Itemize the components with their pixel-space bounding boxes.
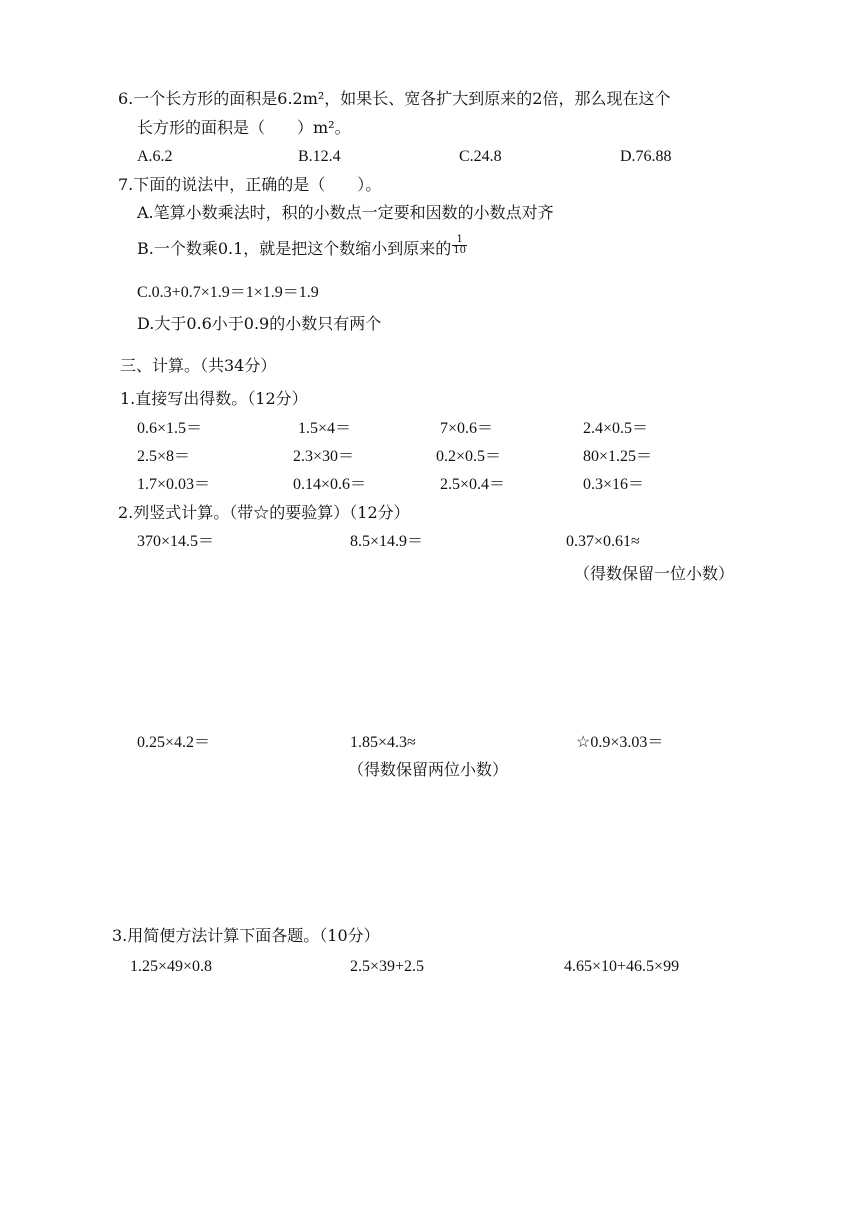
part3-title: 3.用简便方法计算下面各题。（10分） [112, 926, 380, 945]
oral-calc-item: 7×0.6＝ [440, 420, 494, 437]
q7-option-c: C.0.3+0.7×1.9＝1×1.9＝1.9 [137, 284, 319, 301]
section3-title: 三、计算。（共34分） [120, 356, 277, 375]
vertical-calc-item: 8.5×14.9＝ [350, 533, 424, 550]
oral-calc-item: 0.14×0.6＝ [293, 476, 367, 493]
oral-calc-item: 1.7×0.03＝ [137, 476, 211, 493]
q6-stem-line1: 6.一个长方形的面积是6.2m²，如果长、宽各扩大到原来的2倍，那么现在这个 [118, 89, 671, 108]
rounding-note-one-decimal: （得数保留一位小数） [574, 564, 735, 583]
q7-option-b [137, 234, 467, 260]
vertical-calc-item: 0.37×0.61≈ [566, 533, 640, 550]
oral-calc-item: 2.5×0.4＝ [440, 476, 506, 493]
oral-calc-item: 2.3×30＝ [293, 448, 355, 465]
oral-calc-item: 0.3×16＝ [583, 476, 645, 493]
oral-calc-item: 80×1.25＝ [583, 448, 653, 465]
fraction-one-tenth: $\frac{1}{10}$ [453, 234, 467, 256]
part1-title: 1.直接写出得数。（12分） [120, 389, 308, 408]
q6-option-a: A.6.2 [137, 148, 173, 165]
q6-option-d: D.76.88 [620, 148, 672, 165]
oral-calc-item: 0.2×0.5＝ [436, 448, 502, 465]
vertical-calc-item: 370×14.5＝ [137, 533, 215, 550]
simplify-calc-item: 2.5×39+2.5 [350, 958, 425, 975]
simplify-calc-item: 1.25×49×0.8 [130, 958, 213, 975]
q7-stem: 7.下面的说法中，正确的是（ ）。 [118, 175, 382, 194]
oral-calc-item: 2.5×8＝ [137, 448, 191, 465]
q7-option-b-text: B.一个数乘0.1，就是把这个数缩小到原来的 [137, 239, 452, 258]
q6-option-b: B.12.4 [298, 148, 341, 165]
oral-calc-item: 0.6×1.5＝ [137, 420, 203, 437]
oral-calc-item: 1.5×4＝ [298, 420, 352, 437]
vertical-calc-item: 1.85×4.3≈ [350, 734, 416, 751]
part2-title: 2.列竖式计算。（带☆的要验算）（12分） [118, 503, 410, 522]
rounding-note-two-decimals: （得数保留两位小数） [348, 760, 509, 779]
vertical-calc-item-verify: ☆0.9×3.03＝ [576, 734, 664, 751]
vertical-calc-item: 0.25×4.2＝ [137, 734, 211, 751]
oral-calc-item: 2.4×0.5＝ [583, 420, 649, 437]
q6-option-c: C.24.8 [459, 148, 502, 165]
simplify-calc-item: 4.65×10+46.5×99 [564, 958, 680, 975]
q7-option-a: A.笔算小数乘法时，积的小数点一定要和因数的小数点对齐 [137, 203, 554, 222]
q7-option-d: D.大于0.6小于0.9的小数只有两个 [137, 314, 382, 333]
q6-stem-line2: 长方形的面积是（ ）m²。 [137, 118, 351, 137]
